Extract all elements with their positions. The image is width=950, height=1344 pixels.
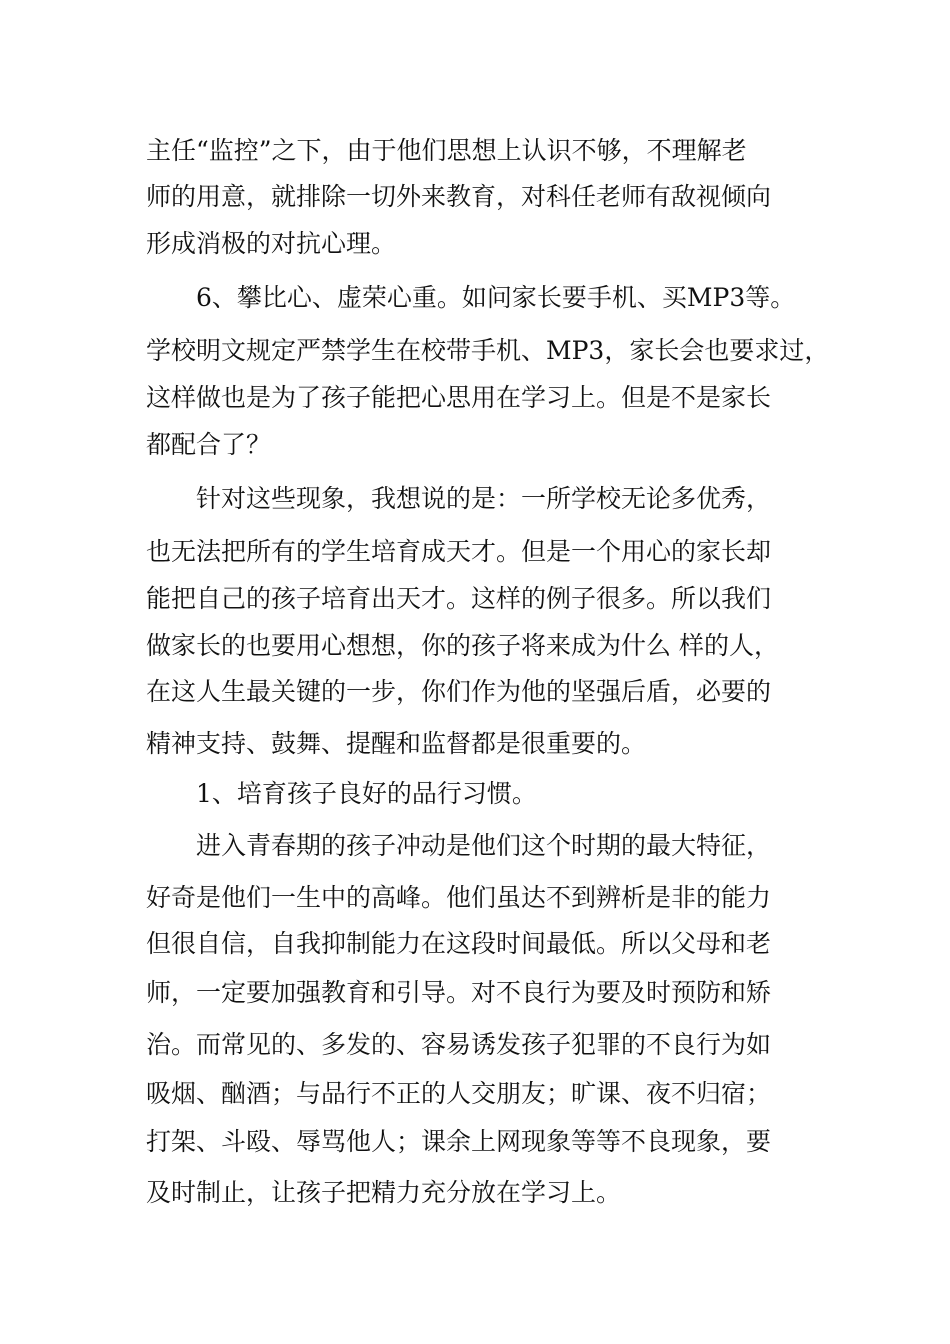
text-line: 做家长的也要用心想想，你的孩子将来成为什么 样的人， [146, 631, 779, 660]
text-line: 但很自信，自我抑制能力在这段时间最低。所以父母和老 [146, 929, 772, 958]
text-line: 治。而常见的、多发的、容易诱发孩子犯罪的不良行为如 [146, 1030, 772, 1059]
text-line: 都配合了？ [146, 430, 272, 459]
text-line: 形成消极的对抗心理。 [146, 229, 397, 258]
text-line: 进入青春期的孩子冲动是他们这个时期的最大特征， [196, 831, 772, 860]
text-line: 也无法把所有的学生培育成天才。但是一个用心的家长却 [146, 537, 772, 566]
text-line: 6、攀比心、虚荣心重。如问家长要手机、买MP3等。 [196, 283, 796, 312]
text-line: 主任“监控”之下，由于他们思想上认识不够，不理解老 [146, 136, 747, 165]
text-line: 1、培育孩子良好的品行习惯。 [196, 779, 537, 808]
text-line: 师，一定要加强教育和引导。对不良行为要及时预防和矫 [146, 978, 772, 1007]
text-line: 吸烟、酗酒；与品行不正的人交朋友；旷课、夜不归宿； [146, 1079, 772, 1108]
text-line: 师的用意，就排除一切外来教育，对科任老师有敌视倾向 [146, 182, 772, 211]
text-line: 及时制止，让孩子把精力充分放在学习上。 [146, 1178, 622, 1207]
text-line: 学校明文规定严禁学生在校带手机、MP3，家长会也要求过， [146, 336, 830, 365]
text-line: 在这人生最关键的一步，你们作为他的坚强后盾，必要的 [146, 677, 772, 706]
text-line: 精神支持、鼓舞、提醒和监督都是很重要的。 [146, 729, 647, 758]
text-line: 这样做也是为了孩子能把心思用在学习上。但是不是家长 [146, 383, 772, 412]
text-line: 针对这些现象，我想说的是：一所学校无论多优秀， [196, 484, 772, 513]
text-line: 打架、斗殴、辱骂他人；课余上网现象等等不良现象，要 [146, 1127, 772, 1156]
text-line: 好奇是他们一生中的高峰。他们虽达不到辨析是非的能力 [146, 883, 772, 912]
text-line: 能把自己的孩子培育出天才。这样的例子很多。所以我们 [146, 584, 772, 613]
